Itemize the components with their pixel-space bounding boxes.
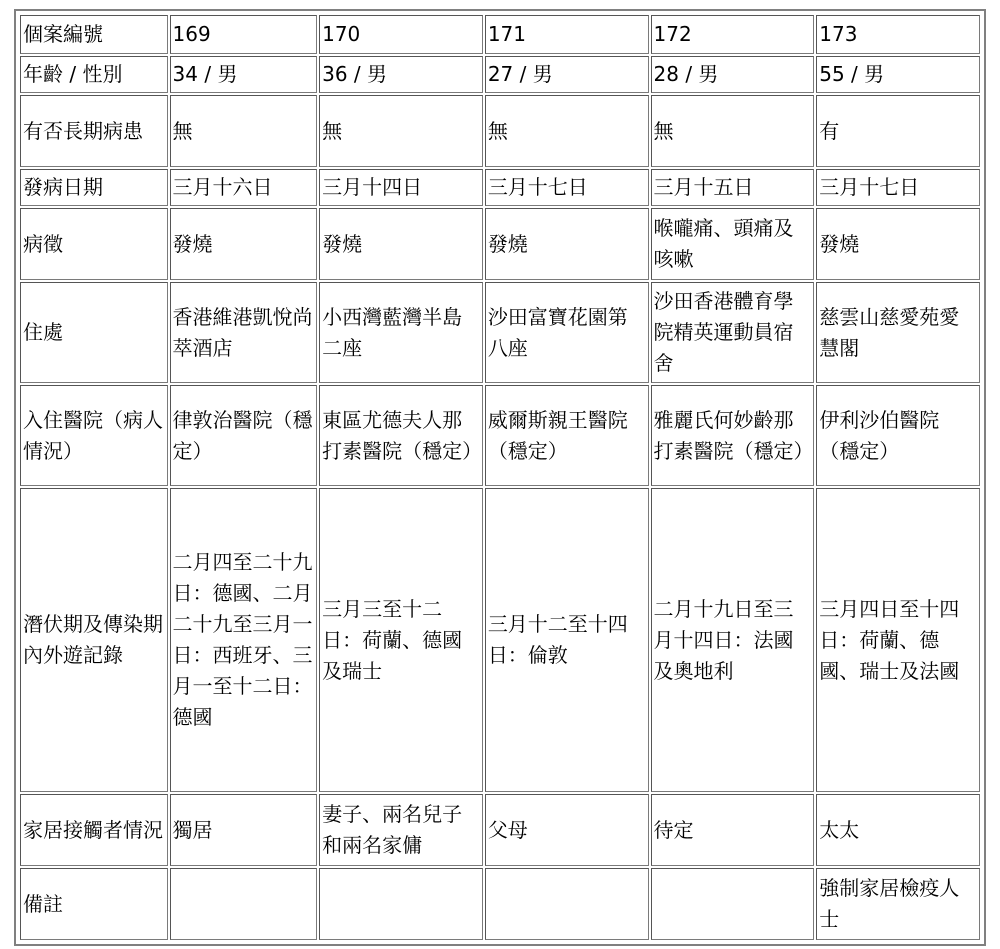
- row-hospital: [20, 385, 980, 486]
- cell-chronic-4: 無: [651, 95, 815, 167]
- label-symptoms: 病徵: [20, 208, 168, 280]
- cell-hospital-2: 東區尤德夫人那打素醫院（穩定）: [319, 385, 483, 486]
- label-hospital: 入住醫院（病人情況）: [20, 385, 168, 486]
- cell-remarks-2: [319, 868, 483, 940]
- row-travel-history: [20, 488, 980, 792]
- cell-onset-5: 三月十七日: [816, 169, 980, 206]
- cell-remarks-4: [651, 868, 815, 940]
- row-case-number: [20, 15, 980, 54]
- cell-age-5: 55 / 男: [816, 56, 980, 93]
- row-onset-date: [20, 169, 980, 206]
- cell-onset-1: 三月十六日: [170, 169, 318, 206]
- cell-travel-3: 三月十二至十四日：倫敦: [485, 488, 649, 792]
- cell-age-1: 34 / 男: [170, 56, 318, 93]
- label-remarks: 備註: [20, 868, 168, 940]
- cell-residence-5: 慈雲山慈愛苑愛慧閣: [816, 282, 980, 383]
- label-age-sex: 年齡 / 性別: [20, 56, 168, 93]
- cell-remarks-1: [170, 868, 318, 940]
- cell-case-3: 171: [485, 15, 649, 54]
- cell-contacts-2: 妻子、兩名兒子和兩名家傭: [319, 794, 483, 866]
- cell-residence-3: 沙田富寶花園第八座: [485, 282, 649, 383]
- cell-travel-1: 二月四至二十九日：德國、二月二十九至三月一日：西班牙、三月一至十二日：德國: [170, 488, 318, 792]
- cell-chronic-1: 無: [170, 95, 318, 167]
- cell-contacts-1: 獨居: [170, 794, 318, 866]
- row-chronic-illness: [20, 95, 980, 167]
- label-residence: 住處: [20, 282, 168, 383]
- cell-age-4: 28 / 男: [651, 56, 815, 93]
- label-onset-date: 發病日期: [20, 169, 168, 206]
- cell-travel-4: 二月十九日至三月十四日：法國及奧地利: [651, 488, 815, 792]
- cell-chronic-5: 有: [816, 95, 980, 167]
- cell-symptoms-4: 喉嚨痛、頭痛及咳嗽: [651, 208, 815, 280]
- cell-onset-4: 三月十五日: [651, 169, 815, 206]
- cell-hospital-5: 伊利沙伯醫院（穩定）: [816, 385, 980, 486]
- cell-travel-2: 三月三至十二日：荷蘭、德國及瑞士: [319, 488, 483, 792]
- cell-chronic-2: 無: [319, 95, 483, 167]
- label-case-number: 個案編號: [20, 15, 168, 54]
- cell-hospital-1: 律敦治醫院（穩定）: [170, 385, 318, 486]
- cell-case-4: 172: [651, 15, 815, 54]
- row-residence: [20, 282, 980, 383]
- cell-age-2: 36 / 男: [319, 56, 483, 93]
- cell-remarks-5: 強制家居檢疫人士: [816, 868, 980, 940]
- label-travel-history: 潛伏期及傳染期內外遊記錄: [20, 488, 168, 792]
- cell-contacts-5: 太太: [816, 794, 980, 866]
- cell-hospital-3: 威爾斯親王醫院（穩定）: [485, 385, 649, 486]
- cell-case-2: 170: [319, 15, 483, 54]
- cell-symptoms-2: 發燒: [319, 208, 483, 280]
- cell-hospital-4: 雅麗氏何妙齡那打素醫院（穩定）: [651, 385, 815, 486]
- row-remarks: [20, 868, 980, 940]
- cell-chronic-3: 無: [485, 95, 649, 167]
- row-symptoms: [20, 208, 980, 280]
- cell-onset-3: 三月十七日: [485, 169, 649, 206]
- cell-residence-4: 沙田香港體育學院精英運動員宿舍: [651, 282, 815, 383]
- cell-symptoms-3: 發燒: [485, 208, 649, 280]
- row-age-sex: [20, 56, 980, 93]
- cell-symptoms-1: 發燒: [170, 208, 318, 280]
- label-household-contacts: 家居接觸者情況: [20, 794, 168, 866]
- row-household-contacts: [20, 794, 980, 866]
- cell-age-3: 27 / 男: [485, 56, 649, 93]
- cell-symptoms-5: 發燒: [816, 208, 980, 280]
- cell-residence-2: 小西灣藍灣半島二座: [319, 282, 483, 383]
- label-chronic-illness: 有否長期病患: [20, 95, 168, 167]
- cell-case-5: 173: [816, 15, 980, 54]
- cell-contacts-4: 待定: [651, 794, 815, 866]
- cell-travel-5: 三月四日至十四日：荷蘭、德國、瑞士及法國: [816, 488, 980, 792]
- case-table-frame: [14, 9, 986, 946]
- case-table: [18, 13, 982, 942]
- cell-residence-1: 香港維港凱悅尚萃酒店: [170, 282, 318, 383]
- cell-case-1: 169: [170, 15, 318, 54]
- cell-onset-2: 三月十四日: [319, 169, 483, 206]
- cell-remarks-3: [485, 868, 649, 940]
- cell-contacts-3: 父母: [485, 794, 649, 866]
